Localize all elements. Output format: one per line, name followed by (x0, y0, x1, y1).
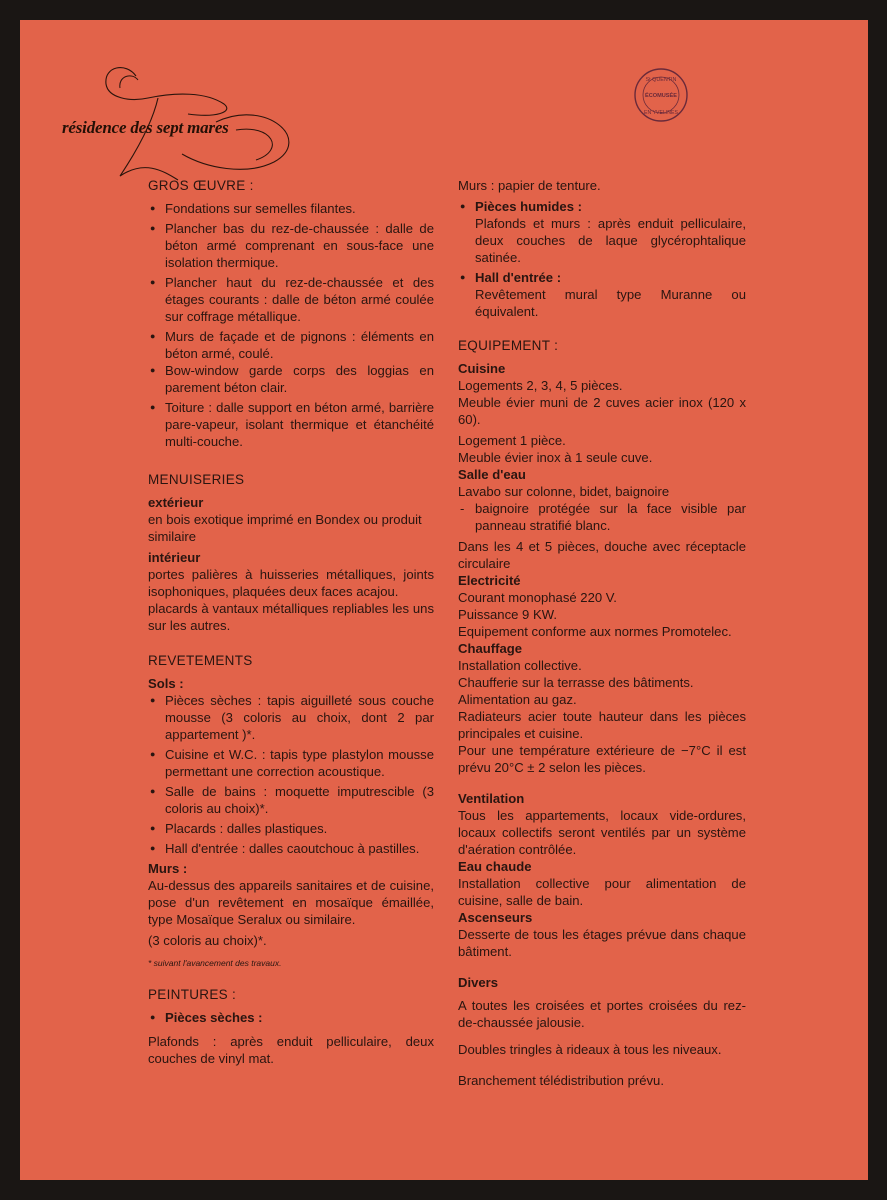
list-item: ● Plancher bas du rez-de-chaussée : dalle de béton armé comprenant en sous-face une isolation thermique. (148, 220, 434, 271)
stamp-line2: ÉCOMUSÉE (644, 93, 678, 99)
label-pieces-humides: Pièces humides : (475, 199, 582, 214)
text-eau-chaude: Installation collective pour alimentation de cuisine, salle de bain. (458, 876, 746, 908)
label-ascenseurs: Ascenseurs (458, 910, 533, 925)
text-sde-a: Lavabo sur colonne, bidet, baignoire (458, 484, 670, 499)
list-item: ● Pièces sèches : tapis aiguilleté sous couche mousse (3 coloris au choix, dont 2 par appartement )*. (148, 692, 434, 743)
label-hall-entree: Hall d'entrée : (475, 270, 562, 285)
text-ascenseurs: Desserte de tous les étages prévue dans chaque bâtiment. (458, 927, 746, 959)
stamp-line3: EN YVELINES (644, 110, 678, 116)
text-sde-c: Dans les 4 et 5 pièces, douche avec réceptacle circulaire (458, 539, 746, 571)
text-sde-b: - baignoire protégée sur la face visible par panneau stratifié blanc. (458, 500, 746, 534)
text-hall-entree: Revêtement mural type Muranne ou équivalent. (475, 287, 746, 319)
text-divers-b: Doubles tringles à rideaux à tous les niveaux. (458, 1042, 722, 1057)
text-exterieur: en bois exotique imprimé en Bondex ou produit similaire (148, 512, 422, 544)
text-elec-b: Puissance 9 KW. (458, 607, 557, 622)
text-interieur-2: placards à vantaux métalliques repliables les uns sur les autres. (148, 601, 434, 633)
list-item: ● Cuisine et W.C. : tapis type plastylon mousse permettant une correction acoustique. (148, 746, 434, 780)
text-coloris: (3 coloris au choix)*. (148, 933, 267, 948)
list-item (148, 328, 434, 362)
spec-sheet (20, 20, 868, 1180)
text-chauf-e: Pour une température extérieure de −7°C il est prévu 20°C ± 2 selon les pièces. (458, 743, 746, 775)
peintures-right-list (458, 198, 746, 320)
left-column (148, 177, 434, 1067)
text-cuisine-a: Logements 2, 3, 4, 5 pièces. (458, 378, 623, 393)
label-salle-eau: Salle d'eau (458, 467, 526, 482)
list-item: ● Placards : dalles plastiques. (148, 820, 434, 837)
text-pieces-humides: Plafonds et murs : après enduit pelliculaire, deux couches de laque glycérophtalique satinée. (475, 216, 746, 265)
heading-equipement: EQUIPEMENT : (458, 338, 559, 353)
list-item (458, 269, 746, 320)
label-murs: Murs : (148, 861, 188, 876)
text-divers-a: A toutes les croisées et portes croisées du rez-de-chaussée jalousie. (458, 998, 746, 1030)
list-item: ● Toiture : dalle support en béton armé, barrière pare-vapeur, isolant thermique et étanchéité multi-couche. (148, 399, 434, 450)
text-ventilation: Tous les appartements, locaux vide-ordures, locaux collectifs seront ventilés par un système d'aération contrôlée. (458, 808, 746, 857)
heading-peintures: PEINTURES : (148, 987, 237, 1002)
text-interieur-1: portes palières à huisseries métalliques, joints isophoniques, plaquées deux faces acajou. (148, 567, 434, 599)
text-cuisine-d: Meuble évier inox à 1 seule cuve. (458, 450, 653, 465)
list-item: ● Plancher haut du rez-de-chaussée et des étages courants : dalle de béton armé coulée sur coffrage métallique. (148, 274, 434, 325)
sols-list (148, 692, 434, 857)
right-column (458, 177, 746, 1089)
label-interieur: intérieur (148, 550, 201, 565)
stamp-line1: St QUENTIN (645, 77, 677, 83)
label-cuisine: Cuisine (458, 361, 506, 376)
label-sols: Sols : (148, 676, 184, 691)
label-exterieur: extérieur (148, 495, 204, 510)
text-chauf-d: Radiateurs acier toute hauteur dans les pièces principales et cuisine. (458, 709, 746, 741)
label-divers: Divers (458, 975, 499, 990)
museum-stamp (632, 66, 690, 124)
text-pieces-seches: Plafonds : après enduit pelliculaire, deux couches de vinyl mat. (148, 1034, 434, 1066)
text-cuisine-c: Logement 1 pièce. (458, 433, 566, 448)
heading-menuiseries: MENUISERIES (148, 472, 245, 487)
peintures-list (148, 1009, 434, 1026)
text-chauf-c: Alimentation au gaz. (458, 692, 577, 707)
text-chauf-a: Installation collective. (458, 658, 582, 673)
text-murs-tenture: Murs : papier de tenture. (458, 178, 601, 193)
text-elec-a: Courant monophasé 220 V. (458, 590, 617, 605)
label-chauffage: Chauffage (458, 641, 523, 656)
list-item (458, 198, 746, 266)
label-eau-chaude: Eau chaude (458, 859, 532, 874)
bow-window-text: Bow-window garde corps des loggias en parement béton clair. (165, 363, 434, 395)
murs-facade-text: Murs de façade et de pignons : éléments en béton armé, coulé. (165, 329, 434, 361)
heading-revetements: REVETEMENTS (148, 653, 253, 668)
residence-logo-text: résidence des sept mares (62, 118, 229, 137)
text-divers-c: Branchement télédistribution prévu. (458, 1073, 664, 1088)
text-chauf-b: Chaufferie sur la terrasse des bâtiments. (458, 675, 694, 690)
list-item: ● Hall d'entrée : dalles caoutchouc à pastilles. (148, 840, 434, 857)
footnote: * suivant l'avancement des travaux. (148, 958, 282, 968)
label-ventilation: Ventilation (458, 791, 525, 806)
list-item: ● Salle de bains : moquette imputrescible (3 coloris au choix)*. (148, 783, 434, 817)
text-murs: Au-dessus des appareils sanitaires et de cuisine, pose d'un revêtement en mosaïque émaillée, type Mosaïque Seralux ou similaire. (148, 878, 434, 927)
list-item-continuation (148, 362, 434, 396)
label-pieces-seches: ● Pièces sèches : (148, 1009, 434, 1026)
gros-oeuvre-list (148, 200, 434, 450)
text-elec-c: Equipement conforme aux normes Promotelec. (458, 624, 732, 639)
label-electricite: Electricité (458, 573, 521, 588)
list-item: ● Fondations sur semelles filantes. (148, 200, 434, 217)
text-cuisine-b: Meuble évier muni de 2 cuves acier inox (120 x 60). (458, 395, 746, 427)
heading-gros-oeuvre: GROS ŒUVRE : (148, 178, 254, 193)
